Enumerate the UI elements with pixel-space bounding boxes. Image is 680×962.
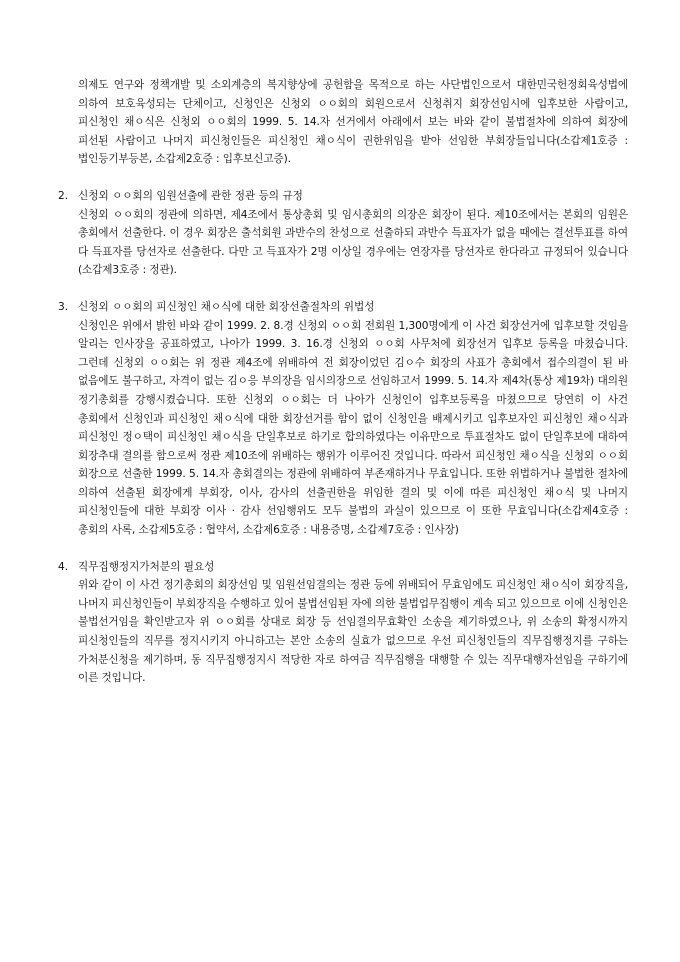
intro-section <box>58 76 628 169</box>
section-4 <box>58 558 628 688</box>
section-body: 신청외 ㅇㅇ회의 정관에 의하면, 제4조에서 통상총회 및 임시총회의 의장은 회장이 된다. 제10조에서는 본회의 임원은 총회에서 선출한다. 이 경우 회장은 출석회원 과반수의 찬성으로 선출하되 과반수 득표자가 없을 때에는 결선투표를 하여 다 득표자를 당선자로 선출한다. 다만 고 득표자가 2명 이상일 경우에는 연장자를 당선자로 한다라고 규정되어 있습니다(소갑제3호증 : 정관). <box>78 208 628 277</box>
section-number: 2. <box>58 189 69 202</box>
section-number: 3. <box>58 300 69 313</box>
section-number: 4. <box>58 560 69 573</box>
section-3 <box>58 298 628 540</box>
section-title: 신청외 ㅇㅇ회의 임원선출에 관한 정관 등의 규정 <box>78 189 303 202</box>
section-title: 직무집행정지가처분의 필요성 <box>78 560 215 573</box>
intro-paragraph: 의제도 연구와 정책개발 및 소외계층의 복지향상에 공헌함을 목적으로 하는 사단법인으로서 대한민국헌정회육성법에 의하여 보호육성되는 단체이고, 신청인은 신청외 ㅇㅇ회의 회원으로서 신청취지 회장선임시에 입후보한 사람이고, 피신청인 채ㅇ식은 신청외 ㅇㅇ회의 1999. 5. 14.자 선거에서 아래에서 보는 바와 같이 불법절차에 의하여 회장에 피선된 사람이고 나머지 피신청인들은 피신청인 채ㅇ식이 권한위임을 받아 선임한 부회장들입니다(소갑제1호증 : 법인등기부등본, 소갑제2호증 : 입후보신고증). <box>78 79 628 166</box>
section-body: 위와 같이 이 사건 정기총회의 회장선임 및 임원선임결의는 정관 등에 위배되어 무효임에도 피신청인 채ㅇ식이 회장직을, 나머지 피신청인들이 부회장직을 수행하고 있어 불법선임된 자에 의한 불법업무집행이 계속 되고 있으므로 이에 신청인은 불법선거임을 확인받고자 위 ㅇㅇ회를 상대로 회장 등 선임결의무효확인 소송을 제기하였으나, 위 소송의 확정시까지 피신청인들의 직무를 정지시키지 아니하고는 본안 소송의 실효가 없으므로 우선 피신청인들의 직무집행정지를 구하는 가처분신청을 제기하며, 동 직무집행정지시 적당한 자로 하여금 직무집행을 대행할 수 있는 직무대행자선임을 구하기에 이른 것입니다. <box>78 579 628 685</box>
section-title: 신청외 ㅇㅇ회의 피신청인 채ㅇ식에 대한 회장선출절차의 위법성 <box>78 300 375 313</box>
section-heading <box>58 187 628 206</box>
section-body: 신청인은 위에서 밝힌 바와 같이 1999. 2. 8.경 신청외 ㅇㅇ회 전회원 1,300명에게 이 사건 회장선거에 입후보할 것임을 알리는 인사장을 공표하였고, 나아가 1999. 3. 16.경 신청외 ㅇㅇ회 사무처에 회장선거 입후보 등록을 마쳤습니다. 그런데 신청외 ㅇㅇ회는 위 정관 제4조에 위배하여 전 회장이었던 김ㅇ수 회장의 사표가 총회에서 접수의결이 된 바 없음에도 불구하고, 자격이 없는 김ㅇ응 부의장을 임시의장으로 선임하고서 1999. 5. 14.자 제4차(통상 제19차) 대의원 정기총회를 강행시켰습니다. 또한 신청외 ㅇㅇ회는 더 나아가 신청인이 입후보등록을 마쳤으므로 당연히 이 사건 총회에서 신청인과 피신청인 채ㅇ식에 대한 회장선거를 함이 없이 신청인을 배제시키고 입후보자인 피신청인 채ㅇ식과 피신청인 정ㅇ택이 피신청인 채ㅇ식을 단일후보로 하기로 합의하였다는 이유만으로 투표절차도 없이 단일후보에 대하여 회장추대 결의를 함으로써 정관 제10조에 위배하는 행위가 이루어진 것입니다. 따라서 피신청인 채ㅇ식을 신청외 ㅇㅇ회 회장으로 선출한 1999. 5. 14.자 총회결의는 정관에 위배하여 부존재하거나 무효입니다. 또한 위법하거나 불법한 절차에 의하여 선출된 회장에게 부회장, 이사, 감사의 선출권한을 위임한 결의 및 이에 따른 피신청인 채ㅇ식 및 나머지 피신청인들에 대한 부회장 이사 · 감사 선임행위도 모두 불법의 과실이 있으므로 이 또한 무효입니다(소갑제4호증 : 총회의 사록, 소갑제5호증 : 협약서, 소갑제6호증 : 내용증명, 소갑제7호증 : 인사장) <box>78 319 628 537</box>
section-heading <box>58 298 628 317</box>
section-heading <box>58 558 628 577</box>
section-2 <box>58 187 628 280</box>
